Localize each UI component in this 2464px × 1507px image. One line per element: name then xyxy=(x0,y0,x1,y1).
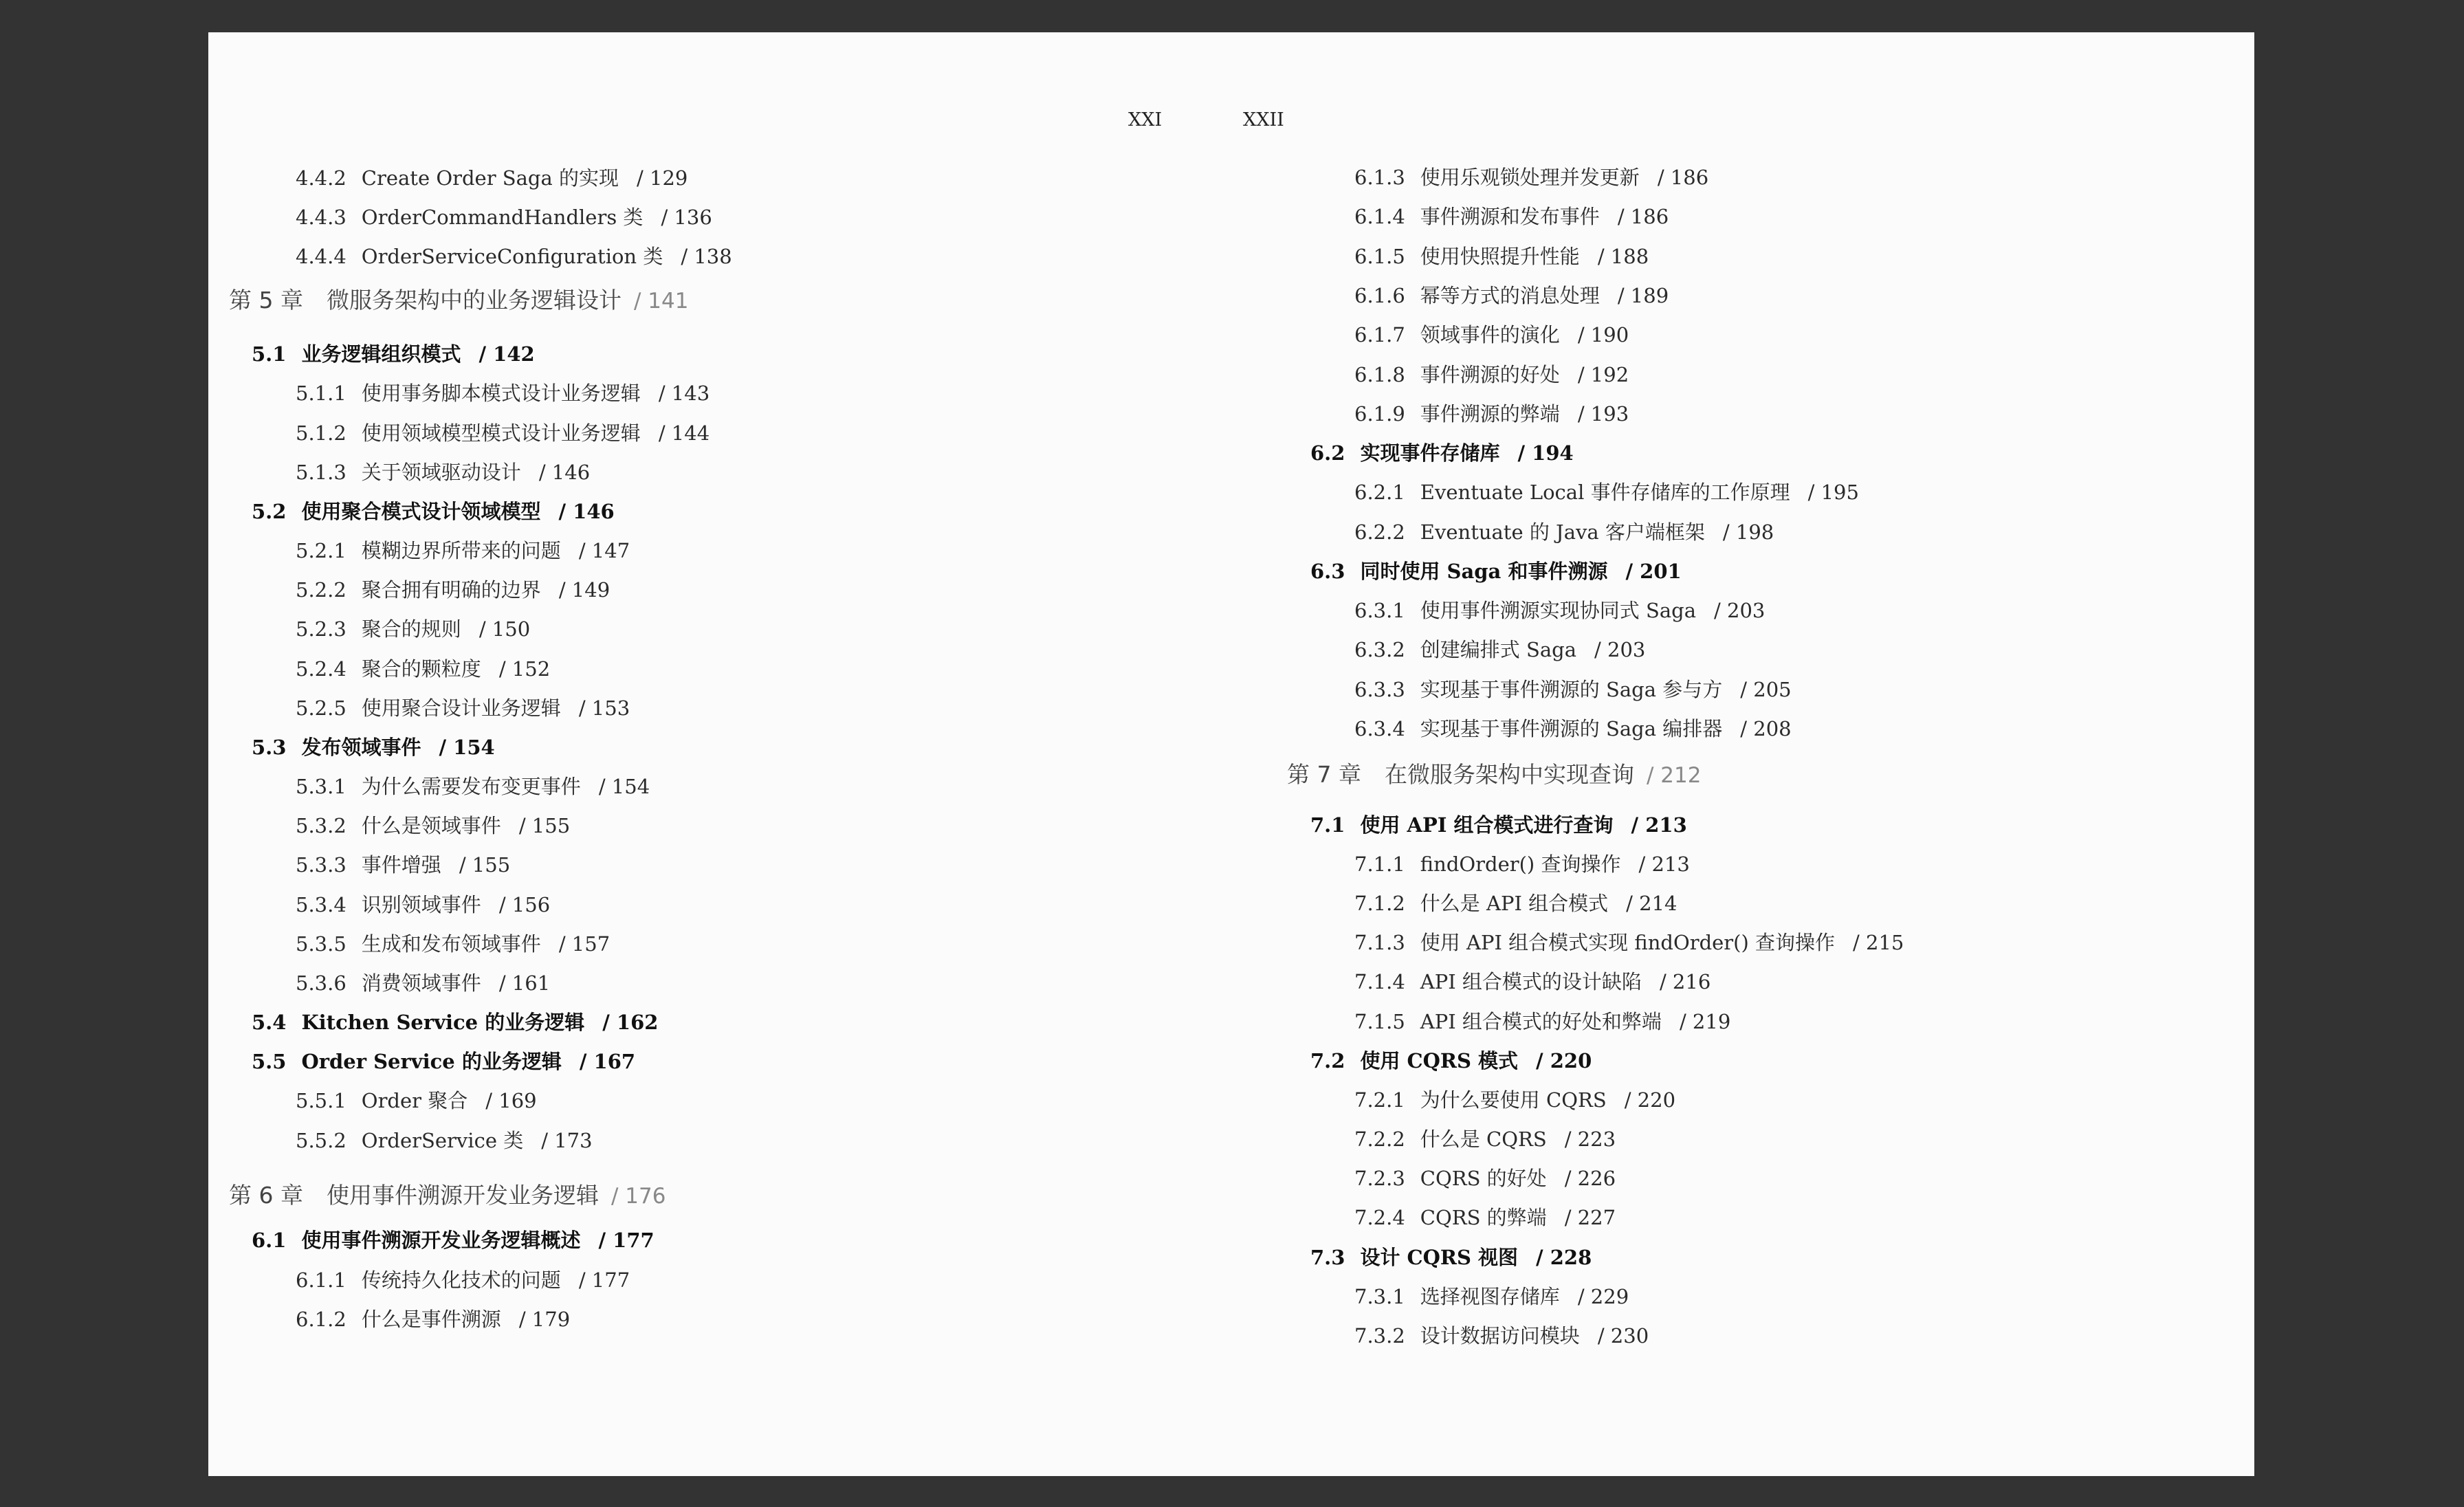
toc-subsection-entry xyxy=(296,421,710,445)
toc-entry-page: / 192 xyxy=(1577,363,1629,386)
toc-entry-title: 使用事件溯源开发业务逻辑概述 xyxy=(301,1229,581,1252)
toc-entry-page: / 223 xyxy=(1564,1128,1616,1151)
toc-entry-page: / 154 xyxy=(439,736,495,759)
toc-entry-number: 5.2.5 xyxy=(296,696,346,720)
toc-entry-page: / 146 xyxy=(538,461,591,484)
toc-entry-page: / 190 xyxy=(1577,323,1629,346)
toc-entry-number: 5.2.1 xyxy=(296,539,346,562)
toc-entry-number: 6.1.6 xyxy=(1354,284,1405,307)
toc-entry-page: / 216 xyxy=(1659,970,1711,993)
toc-entry-title: 创建编排式 Saga xyxy=(1420,638,1577,661)
toc-entry-page: / 129 xyxy=(637,166,688,190)
toc-entry-number: 6.3 xyxy=(1310,560,1345,583)
toc-entry-title: 使用 CQRS 模式 xyxy=(1360,1049,1519,1072)
toc-entry-page: / 227 xyxy=(1564,1206,1616,1229)
toc-subsection-entry xyxy=(296,698,630,718)
toc-chapter-heading xyxy=(229,1184,666,1207)
toc-entry-title: Create Order Saga 的实现 xyxy=(361,166,619,190)
toc-entry-number: 6.1.2 xyxy=(296,1308,346,1331)
toc-entry-page: / 153 xyxy=(578,696,630,720)
toc-entry-number: 6.3.3 xyxy=(1354,678,1405,701)
toc-entry-number: 第 5 章 xyxy=(229,287,303,314)
toc-entry-page: / 162 xyxy=(602,1011,659,1034)
toc-entry-number: 7.2.4 xyxy=(1354,1206,1405,1229)
toc-entry-title: Kitchen Service 的业务逻辑 xyxy=(301,1011,585,1034)
toc-entry-title: 幂等方式的消息处理 xyxy=(1420,284,1600,307)
toc-entry-number: 7.1 xyxy=(1310,813,1345,837)
toc-entry-number: 6.1.7 xyxy=(1354,323,1405,346)
toc-entry-title: OrderService 类 xyxy=(361,1129,524,1152)
toc-entry-title: 聚合的颗粒度 xyxy=(361,657,481,681)
toc-entry-number: 6.2.1 xyxy=(1354,481,1405,504)
toc-subsection-entry xyxy=(1354,972,1710,992)
toc-entry-page: / 213 xyxy=(1638,852,1690,876)
toc-entry-page: / 141 xyxy=(633,289,689,314)
toc-entry-page: / 205 xyxy=(1740,678,1792,701)
toc-subsection-entry xyxy=(296,247,732,267)
toc-subsection-entry xyxy=(296,816,570,836)
toc-entry-number: 7.2.1 xyxy=(1354,1088,1405,1112)
toc-entry-number: 4.4.3 xyxy=(296,206,346,229)
toc-subsection-entry xyxy=(1354,1012,1730,1032)
toc-entry-title: 选择视图存储库 xyxy=(1420,1285,1560,1308)
toc-entry-number: 5.1 xyxy=(252,342,287,366)
toc-entry-page: / 186 xyxy=(1617,205,1669,228)
toc-entry-number: 4.4.4 xyxy=(296,245,346,268)
toc-subsection-entry xyxy=(296,855,510,875)
toc-section-entry xyxy=(252,344,535,364)
toc-entry-title: OrderCommandHandlers 类 xyxy=(361,206,644,229)
toc-entry-title: 什么是 CQRS xyxy=(1420,1128,1547,1151)
toc-entry-number: 6.3.2 xyxy=(1354,638,1405,661)
toc-entry-page: / 214 xyxy=(1626,892,1678,915)
toc-entry-number: 5.3.4 xyxy=(296,893,346,916)
toc-entry-title: 什么是领域事件 xyxy=(361,814,501,837)
toc-entry-page: / 179 xyxy=(518,1308,571,1331)
toc-entry-title: 使用聚合设计业务逻辑 xyxy=(361,696,561,720)
toc-entry-page: / 161 xyxy=(498,971,551,995)
toc-section-entry xyxy=(252,502,615,522)
toc-entry-title: 使用领域模型模式设计业务逻辑 xyxy=(361,421,641,445)
toc-subsection-entry xyxy=(1354,933,1904,953)
toc-entry-number: 7.2.3 xyxy=(1354,1167,1405,1190)
toc-entry-number: 5.3.3 xyxy=(296,853,346,877)
toc-subsection-entry xyxy=(1354,719,1792,739)
toc-subsection-entry xyxy=(1354,207,1669,227)
toc-entry-page: / 136 xyxy=(661,206,712,229)
toc-entry-title: 聚合的规则 xyxy=(361,617,461,641)
toc-entry-page: / 213 xyxy=(1631,813,1687,837)
toc-entry-title: 使用事务脚本模式设计业务逻辑 xyxy=(361,382,641,405)
toc-entry-page: / 220 xyxy=(1624,1088,1676,1112)
toc-entry-title: 聚合拥有明确的边界 xyxy=(361,578,541,602)
toc-entry-number: 4.4.2 xyxy=(296,166,346,190)
toc-entry-title: API 组合模式的设计缺陷 xyxy=(1420,970,1642,993)
toc-entry-title: CQRS 的弊端 xyxy=(1420,1206,1547,1229)
toc-entry-page: / 177 xyxy=(598,1229,654,1252)
toc-entry-number: 7.3.2 xyxy=(1354,1324,1405,1348)
page-number-right: XXII xyxy=(1243,109,1284,131)
toc-entry-page: / 194 xyxy=(1517,441,1574,465)
toc-entry-title: 实现基于事件溯源的 Saga 编排器 xyxy=(1420,717,1723,740)
toc-entry-page: / 138 xyxy=(681,245,732,268)
toc-entry-page: / 173 xyxy=(541,1129,593,1152)
toc-entry-number: 5.3.5 xyxy=(296,932,346,956)
toc-entry-title: 发布领域事件 xyxy=(301,736,421,759)
toc-subsection-entry xyxy=(1354,286,1669,306)
toc-entry-title: Eventuate 的 Java 客户端框架 xyxy=(1420,520,1705,544)
toc-entry-page: / 143 xyxy=(658,382,710,405)
toc-entry-number: 6.1.5 xyxy=(1354,245,1405,268)
toc-entry-number: 5.3.1 xyxy=(296,775,346,798)
toc-subsection-entry xyxy=(296,1131,593,1151)
toc-entry-title: 使用事件溯源开发业务逻辑 xyxy=(326,1182,599,1209)
toc-entry-number: 5.3 xyxy=(252,736,287,759)
toc-subsection-entry xyxy=(296,971,551,995)
toc-entry-number: 6.2.2 xyxy=(1354,520,1405,544)
toc-entry-title: 同时使用 Saga 和事件溯源 xyxy=(1360,560,1608,583)
toc-section-entry xyxy=(1310,443,1574,463)
toc-subsection-entry xyxy=(296,463,590,483)
toc-entry-page: / 156 xyxy=(498,893,551,916)
toc-entry-number: 5.2 xyxy=(252,500,287,523)
toc-entry-title: 传统持久化技术的问题 xyxy=(361,1268,561,1292)
toc-entry-title: 设计数据访问模块 xyxy=(1420,1324,1580,1348)
toc-entry-title: Eventuate Local 事件存储库的工作原理 xyxy=(1420,481,1790,504)
toc-entry-page: / 150 xyxy=(478,617,531,641)
toc-entry-title: 在微服务架构中实现查询 xyxy=(1384,761,1634,788)
toc-entry-page: / 215 xyxy=(1853,931,1904,954)
toc-entry-page: / 155 xyxy=(518,814,571,837)
toc-subsection-entry xyxy=(296,934,610,954)
toc-entry-title: 使用聚合模式设计领域模型 xyxy=(301,500,541,523)
toc-entry-page: / 212 xyxy=(1646,763,1702,788)
toc-entry-number: 5.5 xyxy=(252,1050,287,1073)
toc-subsection-entry xyxy=(296,895,550,915)
toc-entry-page: / 157 xyxy=(558,932,610,956)
toc-section-entry xyxy=(252,738,495,758)
toc-subsection-entry xyxy=(1354,1208,1616,1228)
toc-entry-number: 6.2 xyxy=(1310,441,1345,465)
toc-section-entry xyxy=(1310,815,1687,835)
toc-subsection-entry xyxy=(296,168,688,188)
toc-entry-page: / 195 xyxy=(1807,481,1859,504)
toc-entry-title: 领域事件的演化 xyxy=(1420,323,1560,346)
toc-entry-page: / 176 xyxy=(610,1184,666,1209)
toc-entry-page: / 230 xyxy=(1597,1324,1649,1348)
toc-entry-page: / 226 xyxy=(1564,1167,1616,1190)
toc-entry-page: / 203 xyxy=(1714,599,1766,622)
toc-entry-title: Order Service 的业务逻辑 xyxy=(301,1050,562,1073)
toc-entry-page: / 155 xyxy=(459,853,511,877)
page-number-left: XXI xyxy=(1128,109,1163,131)
toc-entry-page: / 142 xyxy=(478,342,535,366)
toc-entry-number: 第 7 章 xyxy=(1287,761,1361,788)
toc-subsection-entry xyxy=(1354,168,1708,188)
toc-subsection-entry xyxy=(296,541,630,561)
toc-entry-page: / 220 xyxy=(1536,1049,1592,1072)
toc-entry-number: 7.2 xyxy=(1310,1049,1345,1072)
toc-entry-title: 什么是 API 组合模式 xyxy=(1420,892,1609,915)
toc-entry-page: / 169 xyxy=(485,1089,537,1112)
toc-entry-page: / 149 xyxy=(558,578,610,602)
toc-entry-title: 实现基于事件溯源的 Saga 参与方 xyxy=(1420,678,1723,701)
toc-entry-page: / 228 xyxy=(1536,1246,1592,1269)
toc-entry-title: 实现事件存储库 xyxy=(1360,441,1500,465)
toc-entry-page: / 144 xyxy=(658,421,710,445)
toc-entry-number: 7.3.1 xyxy=(1354,1285,1405,1308)
toc-subsection-entry xyxy=(1354,1326,1649,1346)
toc-entry-page: / 198 xyxy=(1722,520,1774,544)
scanned-page xyxy=(208,32,2254,1476)
toc-section-entry xyxy=(252,1231,654,1251)
toc-entry-number: 6.1.9 xyxy=(1354,402,1405,426)
toc-entry-number: 7.1.1 xyxy=(1354,852,1405,876)
toc-subsection-entry xyxy=(296,580,610,600)
toc-entry-number: 7.1.5 xyxy=(1354,1010,1405,1033)
toc-subsection-entry xyxy=(296,208,712,228)
toc-subsection-entry xyxy=(296,619,530,639)
toc-entry-number: 5.2.4 xyxy=(296,657,346,681)
toc-section-entry xyxy=(1310,562,1682,582)
toc-entry-page: / 219 xyxy=(1679,1010,1731,1033)
toc-entry-number: 5.2.3 xyxy=(296,617,346,641)
toc-entry-page: / 146 xyxy=(558,500,615,523)
toc-entry-page: / 189 xyxy=(1617,284,1669,307)
toc-subsection-entry xyxy=(296,1270,630,1290)
toc-subsection-entry xyxy=(1354,1130,1616,1150)
toc-entry-title: 事件溯源的好处 xyxy=(1420,363,1560,386)
toc-entry-page: / 152 xyxy=(498,657,551,681)
toc-entry-number: 第 6 章 xyxy=(229,1182,303,1209)
toc-entry-title: 识别领域事件 xyxy=(361,893,481,916)
toc-section-entry xyxy=(252,1013,658,1033)
toc-subsection-entry xyxy=(1354,1169,1616,1189)
toc-entry-number: 5.3.2 xyxy=(296,814,346,837)
toc-section-entry xyxy=(252,1052,635,1072)
toc-entry-title: 使用乐观锁处理并发更新 xyxy=(1420,166,1640,189)
toc-entry-title: 业务逻辑组织模式 xyxy=(301,342,461,366)
toc-entry-number: 5.5.2 xyxy=(296,1129,346,1152)
toc-chapter-heading xyxy=(1287,763,1701,786)
toc-entry-page: / 147 xyxy=(578,539,630,562)
toc-entry-number: 6.3.4 xyxy=(1354,717,1405,740)
toc-section-entry xyxy=(1310,1248,1592,1268)
toc-entry-number: 5.3.6 xyxy=(296,971,346,995)
toc-subsection-entry xyxy=(296,384,710,404)
toc-entry-number: 6.1.3 xyxy=(1354,166,1405,189)
toc-subsection-entry xyxy=(1354,522,1774,542)
toc-subsection-entry xyxy=(296,777,650,797)
toc-subsection-entry xyxy=(1354,894,1678,914)
toc-entry-number: 7.1.2 xyxy=(1354,892,1405,915)
toc-entry-page: / 201 xyxy=(1625,560,1682,583)
toc-entry-page: / 193 xyxy=(1577,402,1629,426)
toc-entry-title: 微服务架构中的业务逻辑设计 xyxy=(326,287,622,314)
toc-entry-number: 6.1.8 xyxy=(1354,363,1405,386)
toc-entry-number: 6.1.4 xyxy=(1354,205,1405,228)
toc-subsection-entry xyxy=(296,1310,570,1330)
toc-entry-title: OrderServiceConfiguration 类 xyxy=(361,245,663,268)
toc-entry-number: 7.2.2 xyxy=(1354,1128,1405,1151)
toc-entry-number: 6.1.1 xyxy=(296,1268,346,1292)
toc-entry-title: 使用事件溯源实现协同式 Saga xyxy=(1420,599,1697,622)
toc-subsection-entry xyxy=(296,1091,537,1111)
toc-entry-page: / 208 xyxy=(1740,717,1792,740)
toc-entry-number: 6.3.1 xyxy=(1354,599,1405,622)
toc-section-entry xyxy=(1310,1051,1592,1071)
toc-entry-title: CQRS 的好处 xyxy=(1420,1167,1547,1190)
toc-entry-number: 7.1.3 xyxy=(1354,931,1405,954)
toc-entry-title: 为什么需要发布变更事件 xyxy=(361,775,581,798)
toc-entry-title: 消费领域事件 xyxy=(361,971,481,995)
toc-entry-title: 为什么要使用 CQRS xyxy=(1420,1088,1607,1112)
toc-entry-page: / 229 xyxy=(1577,1285,1629,1308)
toc-entry-title: 模糊边界所带来的问题 xyxy=(361,539,561,562)
toc-entry-title: 生成和发布领域事件 xyxy=(361,932,541,956)
toc-entry-title: 什么是事件溯源 xyxy=(361,1308,501,1331)
toc-entry-page: / 203 xyxy=(1594,638,1646,661)
toc-entry-page: / 186 xyxy=(1657,166,1709,189)
toc-entry-number: 5.1.1 xyxy=(296,382,346,405)
toc-subsection-entry xyxy=(1354,1090,1675,1110)
toc-entry-title: 使用 API 组合模式实现 findOrder() 查询操作 xyxy=(1420,931,1836,954)
toc-subsection-entry xyxy=(1354,640,1645,660)
toc-entry-number: 5.1.2 xyxy=(296,421,346,445)
toc-subsection-entry xyxy=(1354,325,1629,345)
toc-subsection-entry xyxy=(1354,852,1690,876)
toc-entry-page: / 188 xyxy=(1597,245,1649,268)
toc-subsection-entry xyxy=(1354,601,1765,621)
toc-entry-title: findOrder() 查询操作 xyxy=(1420,852,1621,876)
toc-entry-page: / 167 xyxy=(579,1050,636,1073)
toc-entry-number: 7.1.4 xyxy=(1354,970,1405,993)
toc-subsection-entry xyxy=(1354,404,1629,424)
toc-subsection-entry xyxy=(1354,483,1859,503)
toc-entry-number: 6.1 xyxy=(252,1229,287,1252)
toc-entry-number: 5.2.2 xyxy=(296,578,346,602)
toc-entry-number: 5.5.1 xyxy=(296,1089,346,1112)
toc-subsection-entry xyxy=(1354,365,1629,385)
toc-entry-number: 5.4 xyxy=(252,1011,287,1034)
toc-entry-title: 使用快照提升性能 xyxy=(1420,245,1580,268)
toc-entry-page: / 177 xyxy=(578,1268,630,1292)
toc-entry-title: 设计 CQRS 视图 xyxy=(1360,1246,1519,1269)
toc-entry-number: 5.1.3 xyxy=(296,461,346,484)
toc-entry-title: 关于领域驱动设计 xyxy=(361,461,521,484)
toc-entry-title: 事件溯源和发布事件 xyxy=(1420,205,1600,228)
toc-entry-title: 事件增强 xyxy=(361,853,441,877)
toc-entry-page: / 154 xyxy=(598,775,650,798)
toc-subsection-entry xyxy=(1354,680,1792,700)
toc-subsection-entry xyxy=(1354,1287,1629,1307)
toc-entry-title: Order 聚合 xyxy=(361,1089,468,1112)
toc-subsection-entry xyxy=(296,659,550,679)
toc-subsection-entry xyxy=(1354,247,1649,267)
toc-entry-title: 事件溯源的弊端 xyxy=(1420,402,1560,426)
toc-chapter-heading xyxy=(229,289,688,312)
toc-entry-number: 7.3 xyxy=(1310,1246,1345,1269)
toc-entry-title: 使用 API 组合模式进行查询 xyxy=(1360,813,1614,837)
toc-entry-title: API 组合模式的好处和弊端 xyxy=(1420,1010,1662,1033)
